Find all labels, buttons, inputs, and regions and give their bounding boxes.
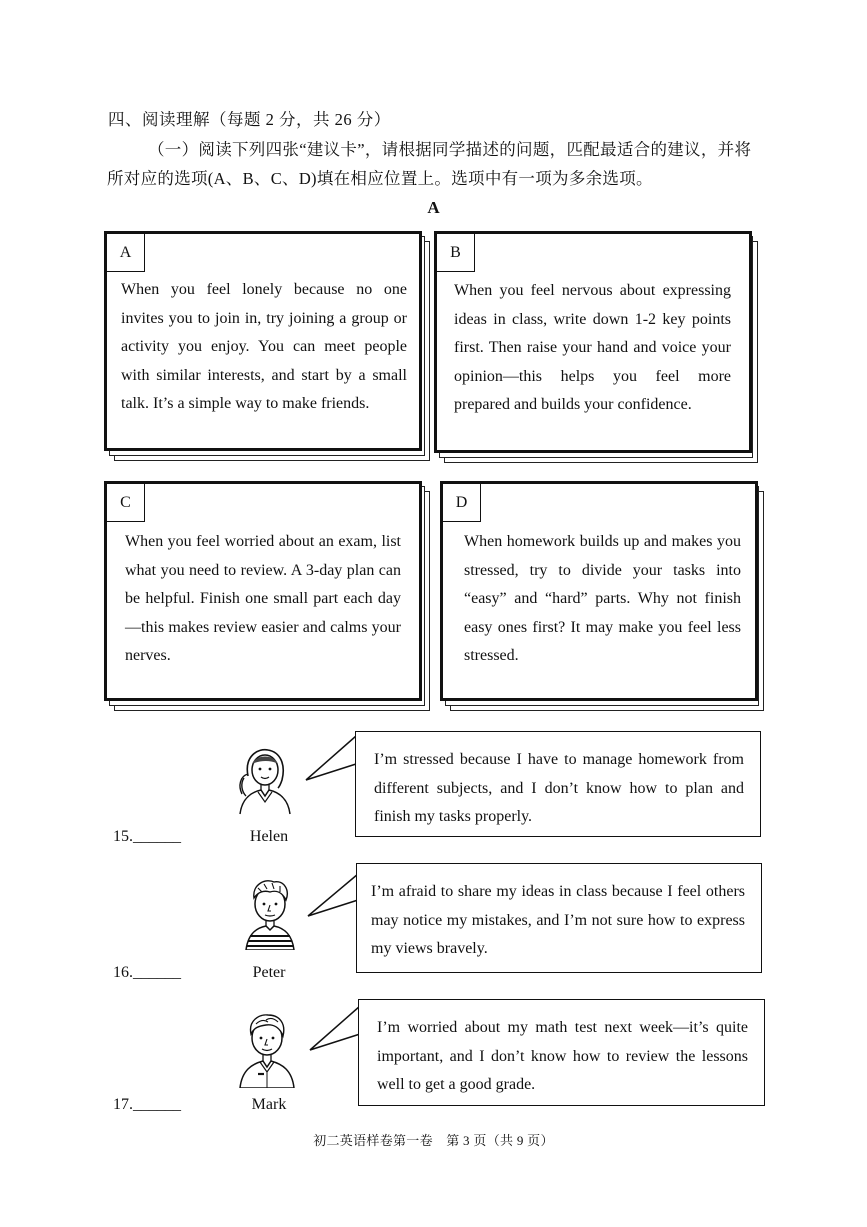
answer-blank-15[interactable]: 15.______ bbox=[113, 828, 181, 845]
speech-pointer bbox=[306, 1000, 366, 1060]
card-text: When you feel nervous about expressing ideas in class, write down 1-2 key points first. Then raise your hand and voice your opinion—this helps you feel more prepared and builds your confidence. bbox=[454, 282, 731, 414]
bubble-text: I’m worried about my math test next week—it’s quite important, and I don’t know how to review the lessons well to get a good grade. bbox=[377, 1019, 748, 1093]
boy-avatar-icon bbox=[236, 1012, 298, 1088]
card-letter: C bbox=[107, 484, 145, 522]
bubble-text: I’m stressed because I have to manage homework from different subjects, and I don’t know how to plan and finish my tasks properly. bbox=[374, 751, 744, 825]
advice-card-a bbox=[104, 231, 434, 467]
advice-card-b bbox=[434, 231, 764, 467]
boy-avatar-icon bbox=[240, 878, 300, 950]
advice-card-c bbox=[104, 481, 434, 717]
card-letter: A bbox=[107, 234, 145, 272]
instruction-line-2: 所对应的选项(A、B、C、D)填在相应位置上。选项中有一项为多余选项。 bbox=[107, 169, 653, 188]
speech-bubble bbox=[356, 863, 762, 973]
card-letter: B bbox=[437, 234, 475, 272]
answer-blank-16[interactable]: 16.______ bbox=[113, 964, 181, 981]
answer-blank-17[interactable]: 17.______ bbox=[113, 1096, 181, 1113]
student-name-peter: Peter bbox=[252, 964, 286, 981]
student-name-helen: Helen bbox=[249, 828, 289, 845]
card-letter: D bbox=[443, 484, 481, 522]
speech-bubble bbox=[358, 999, 765, 1106]
card-text: When you feel lonely because no one invites you to join in, try joining a group or activity you enjoy. You can meet people with similar interests, and start by a small talk. It’s a simple way to make friends. bbox=[121, 281, 407, 413]
speech-bubble bbox=[355, 731, 761, 837]
bubble-text: I’m afraid to share my ideas in class because I feel others may notice my mistakes, and I’m not sure how to express my views bravely. bbox=[371, 883, 745, 957]
card-text: When you feel worried about an exam, list what you need to review. A 3-day plan can be helpful. Finish one small part each day—this makes review easier and calms your nerves. bbox=[125, 533, 401, 665]
student-name-mark: Mark bbox=[251, 1096, 287, 1113]
speech-pointer bbox=[304, 866, 364, 926]
page-footer: 初二英语样卷第一卷 第 3 页（共 9 页） bbox=[313, 1133, 554, 1148]
instruction-line-1: （一）阅读下列四张“建议卡”，请根据同学描述的问题，匹配最适合的建议，并将 bbox=[148, 140, 752, 159]
girl-avatar-icon bbox=[234, 746, 296, 816]
card-text: When homework builds up and makes you stressed, try to divide your tasks into “easy” and “hard” parts. Why not finish easy ones first? It may make you feel less stressed. bbox=[464, 533, 741, 665]
speech-pointer bbox=[302, 730, 362, 790]
advice-card-d bbox=[440, 481, 768, 717]
section-title: 四、阅读理解（每题 2 分，共 26 分） bbox=[108, 110, 391, 129]
part-label: A bbox=[427, 198, 440, 217]
